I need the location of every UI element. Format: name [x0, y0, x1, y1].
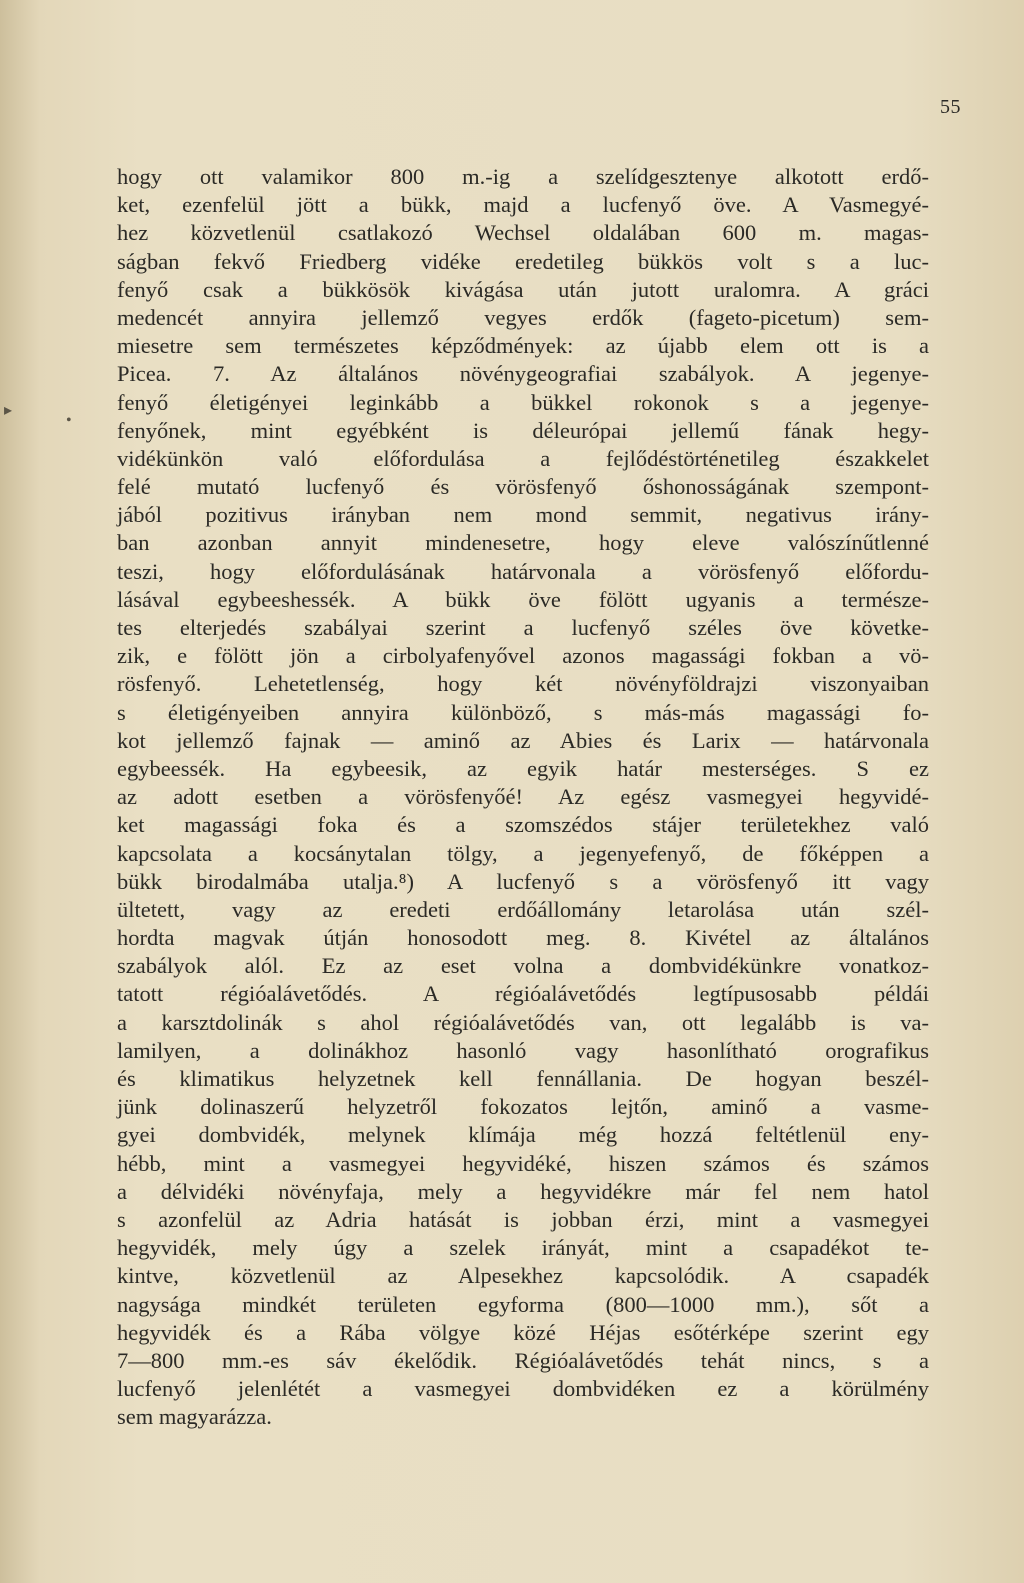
text-line: felé mutató lucfenyő és vörösfenyő őshonosságának szempont- — [117, 474, 929, 500]
text-line: nagysága mindkét területen egyforma (800—1000 mm.), sőt a — [117, 1291, 929, 1317]
text-line: miesetre sem természetes képződmények: az újabb elem ott is a — [117, 333, 929, 359]
text-line: hegyvidék és a Rába völgye közé Héjas esőtérképe szerint egy — [117, 1319, 929, 1345]
text-line: teszi, hogy előfordulásának határvonala a vörösfenyő előfordu- — [117, 558, 929, 584]
text-line: egybeessék. Ha egybeesik, az egyik határ mesterséges. S ez — [117, 755, 929, 781]
text-line: kintve, közvetlenül az Alpesekhez kapcsolódik. A csapadék — [117, 1263, 929, 1289]
text-line: jünk dolinaszerű helyzetről fokozatos lejtőn, aminő a vasme- — [117, 1094, 929, 1120]
text-line: kot jellemző fajnak — aminő az Abies és Larix — határvonala — [117, 727, 929, 753]
text-line: tes elterjedés szabályai szerint a lucfenyő széles öve követke- — [117, 615, 929, 640]
text-line: s életigényeiben annyira különböző, s más-más magassági fo- — [117, 699, 929, 725]
text-line: a délvidéki növényfaja, mely a hegyvidékre már fel nem hatol — [117, 1178, 929, 1204]
text-line: ültetett, vagy az eredeti erdőállomány letarolása után szél- — [117, 896, 929, 922]
text-line: vidékünkön való előfordulása a fejlődéstörténetileg északkelet — [117, 445, 929, 471]
text-line: a karsztdolinák s ahol régióalávetődés van, ott legalább is va- — [117, 1009, 929, 1035]
text-line: hogy ott valamikor 800 m.-ig a szelídgesztenye alkotott erdő- — [117, 164, 929, 189]
text-line: az adott esetben a vörösfenyőé! Az egész vasmegyei hegyvidé- — [117, 784, 929, 810]
text-line: ságban fekvő Friedberg vidéke eredetileg bükkös volt s a luc- — [117, 248, 929, 274]
text-line: ban azonban annyit mindenesetre, hogy eleve valószínűtlenné — [117, 530, 929, 556]
text-line: hébb, mint a vasmegyei hegyvidéké, hiszen számos és számos — [117, 1150, 929, 1176]
text-line: jából pozitivus irányban nem mond semmit, negativus irány- — [117, 502, 929, 528]
margin-mark-arrow: ▸ — [4, 402, 13, 419]
text-line: hordta magvak útján honosodott meg. 8. Kivétel az általános — [117, 925, 929, 951]
text-line: lamilyen, a dolinákhoz hasonló vagy hasonlítható orografikus — [117, 1037, 929, 1063]
text-line: 7—800 mm.-es sáv ékelődik. Régióalávetődés tehát nincs, s a — [117, 1347, 929, 1373]
text-line: szabályok alól. Ez az eset volna a dombvidékünkre vonatkoz- — [117, 953, 929, 979]
body-text — [117, 163, 929, 1431]
text-line: hez közvetlenül csatlakozó Wechsel oldalában 600 m. magas- — [117, 220, 929, 246]
text-line: sem magyarázza. — [117, 1404, 272, 1430]
text-line: medencét annyira jellemző vegyes erdők (fageto-picetum) sem- — [117, 304, 929, 330]
text-line: zik, e fölött jön a cirbolyafenyővel azonos magassági fokban a vö- — [117, 643, 929, 669]
text-line: s azonfelül az Adria hatását is jobban érzi, mint a vasmegyei — [117, 1206, 929, 1232]
text-line: kapcsolata a kocsánytalan tölgy, a jegenyefenyő, de főképpen a — [117, 840, 929, 866]
text-line: fenyőnek, mint egyébként is déleurópai jellemű fának hegy- — [117, 417, 929, 443]
text-line: gyei dombvidék, melynek klímája még hozzá feltétlenül eny- — [117, 1122, 929, 1148]
text-line: tatott régióalávetődés. A régióalávetődés legtípusosabb példái — [117, 981, 929, 1007]
page-number: 55 — [940, 96, 961, 118]
text-line: lásával egybeeshessék. A bükk öve fölött ugyanis a természe- — [117, 586, 929, 612]
text-line: Picea. 7. Az általános növénygeografiai szabályok. A jegenye- — [117, 361, 929, 387]
text-line: bükk birodalmába utalja.⁸) A lucfenyő s a vörösfenyő itt vagy — [117, 868, 929, 894]
margin-mark-dot: • — [66, 412, 72, 429]
text-line: fenyő életigényei leginkább a bükkel rokonok s a jegenye- — [117, 389, 929, 415]
text-line: rösfenyő. Lehetetlenség, hogy két növényföldrajzi viszonyaiban — [117, 671, 929, 697]
text-line: ket magassági foka és a szomszédos stájer területekhez való — [117, 812, 929, 838]
text-line: hegyvidék, mely úgy a szelek irányát, mint a csapadékot te- — [117, 1235, 929, 1261]
text-line: lucfenyő jelenlétét a vasmegyei dombvidéken ez a körülmény — [117, 1376, 929, 1402]
text-line: ket, ezenfelül jött a bükk, majd a lucfenyő öve. A Vasmegyé- — [117, 192, 929, 218]
text-line: és klimatikus helyzetnek kell fennállania. De hogyan beszél- — [117, 1066, 929, 1091]
text-line: fenyő csak a bükkösök kivágása után jutott uralomra. A gráci — [117, 276, 929, 302]
